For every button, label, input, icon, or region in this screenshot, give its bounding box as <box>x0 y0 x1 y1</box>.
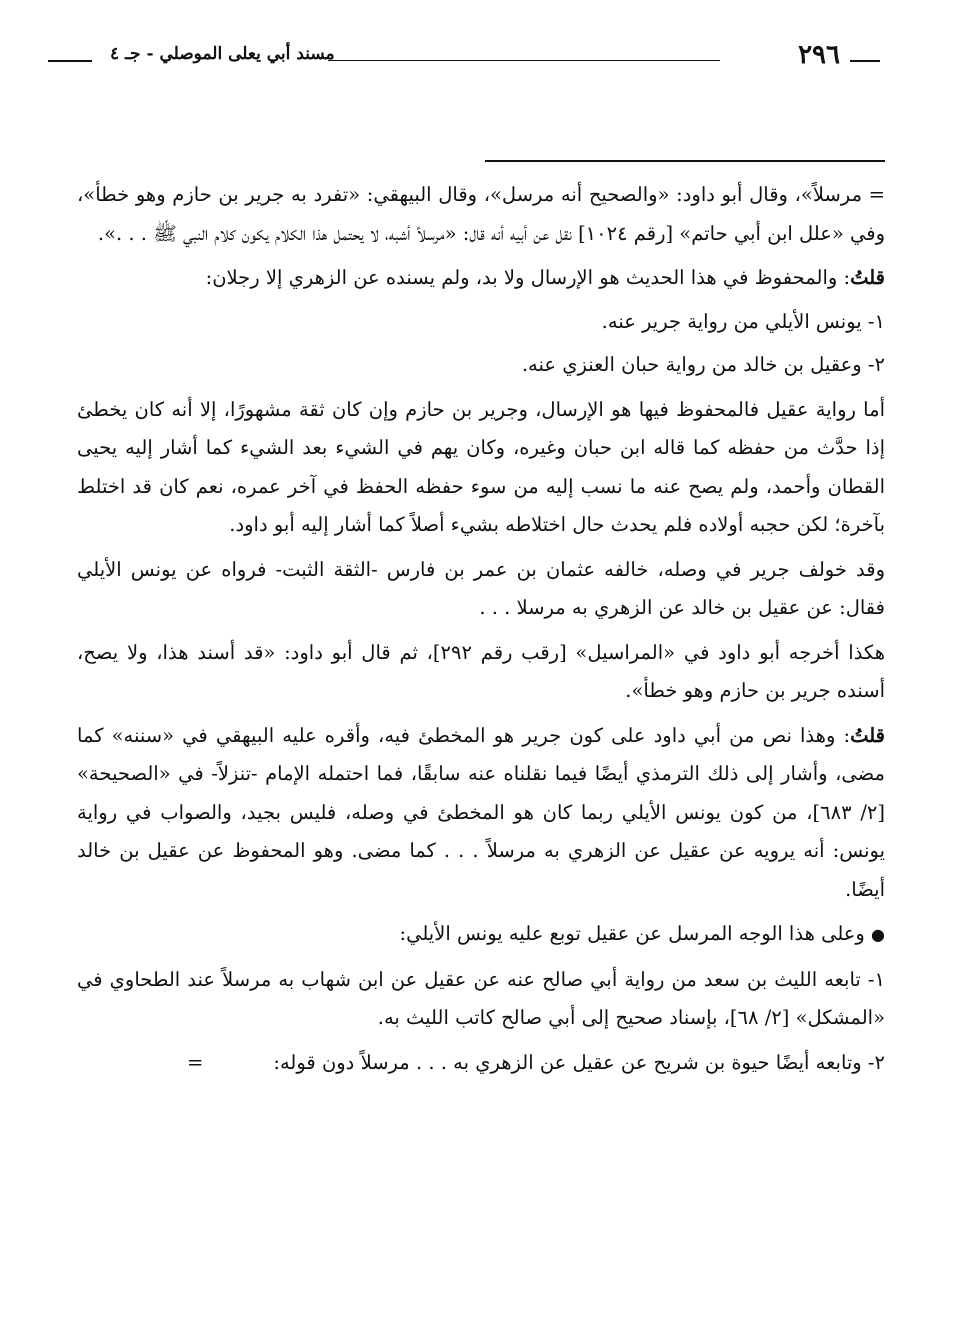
paragraph <box>77 717 885 910</box>
running-title: مسند أبي يعلى الموصلي - جـ ٤ <box>110 44 335 64</box>
keyword-qultu: قلتُ <box>850 723 885 747</box>
list-item: ١- يونس الأيلي من رواية جرير عنه. <box>601 309 885 333</box>
running-header <box>48 38 880 82</box>
keyword-qultu: قلتُ <box>850 266 885 289</box>
list-item: ١- تابعه الليث بن سعد من رواية أبي صالح عنه عن عقيل عن ابن شهاب به مرسلاً عند الطحاوي في «المشكل» [٢/ ٦٨]، بإسناد صحيح إلى أبي صالح كاتب الليث به. <box>77 967 885 1029</box>
paragraph-text: وعلى هذا الوجه المرسل عن عقيل توبع عليه يونس الأيلي: <box>399 922 865 945</box>
paragraph-text: ٢- وتابعه أيضًا حيوة بن شريح عن عقيل عن الزهري به . . . مرسلاً دون قوله: <box>273 1050 885 1074</box>
header-dash-right <box>850 60 880 62</box>
header-rule <box>328 60 720 61</box>
paragraph: هكذا أخرجه أبو داود في «المراسيل» [رقب رقم ٢٩٢]، ثم قال أبو داود: «قد أسند هذا، ولا يصح، أسنده جرير بن حازم وهو خطأ». <box>77 640 885 702</box>
paragraph: أما رواية عقيل فالمحفوظ فيها هو الإرسال، وجرير بن حازم وإن كان ثقة مشهورًا، إلا أنه كان يخطئ إذا حدَّث من حفظه كما قاله ابن حبان وغيره، وكان يهم في الشيء بعد الشيء كما أشار إليه يحيى القطان وأحمد، ولم يصح عنه ما نسب إليه من سوء حفظه الحفظ في آخر عمره، نعم كان قد اختلط بآخرة؛ لكن حجبه أولاده فلم يحدث حال اختلاطه بشيء أصلاً كما أشار إليه أبو داود. <box>77 397 885 536</box>
paragraph-text: : وهذا نص من أبي داود على كون جرير هو المخطئ فيه، وأقره عليه البيهقي في «سننه» كما مضى، وأشار إلى ذلك الترمذي أيضًا فيما نقلناه عنه سابقًا، فما احتمله الإمام -تنزلاً- في «الصحيحة» [٢/ ٦٨٣]، من كون يونس الأيلي ربما كان هو المخطئ في وصله، فليس بجيد، والصواب في رواية يونس: أنه يرويه عن عقيل عن الزهري به مرسلاً . . . كما مضى. وهو المحفوظ عن عقيل بن خالد أيضًا. <box>77 723 885 901</box>
bullet-paragraph <box>77 915 885 955</box>
footnote-separator <box>485 160 885 162</box>
footnote-text <box>77 176 885 1082</box>
continuation-mark: = <box>187 1050 204 1074</box>
bullet-icon: ● <box>871 925 885 944</box>
paragraph-text: : والمحفوظ في هذا الحديث هو الإرسال ولا بد، ولم يسنده عن الزهري إلا رجلان: <box>205 266 851 289</box>
list-item: ٢- وعقيل بن خالد من رواية حبان العنزي عنه. <box>521 353 885 376</box>
paragraph: = مرسلاً»، وقال أبو داود: «والصحيح أنه مرسل»، وقال البيهقي: «تفرد به جرير بن حازم وهو خطأ»، وفي «علل ابن أبي حاتم» [رقم ١٠٢٤] نقل عن أبيه أنه قال: «مرسلاً أشبه، لا يحتمل هذا الكلام يكون كلام النبي ﷺ . . .». <box>77 183 885 245</box>
paragraph <box>77 259 885 298</box>
paragraph: وقد خولف جرير في وصله، خالفه عثمان بن عمر بن فارس -الثقة الثبت- فرواه عن يونس الأيلي فقال: عن عقيل بن خالد عن الزهري به مرسلا . . . <box>77 557 885 619</box>
page-number: ٢٩٦ <box>798 40 840 70</box>
list-item <box>77 1044 885 1083</box>
header-dash-left <box>48 60 92 62</box>
